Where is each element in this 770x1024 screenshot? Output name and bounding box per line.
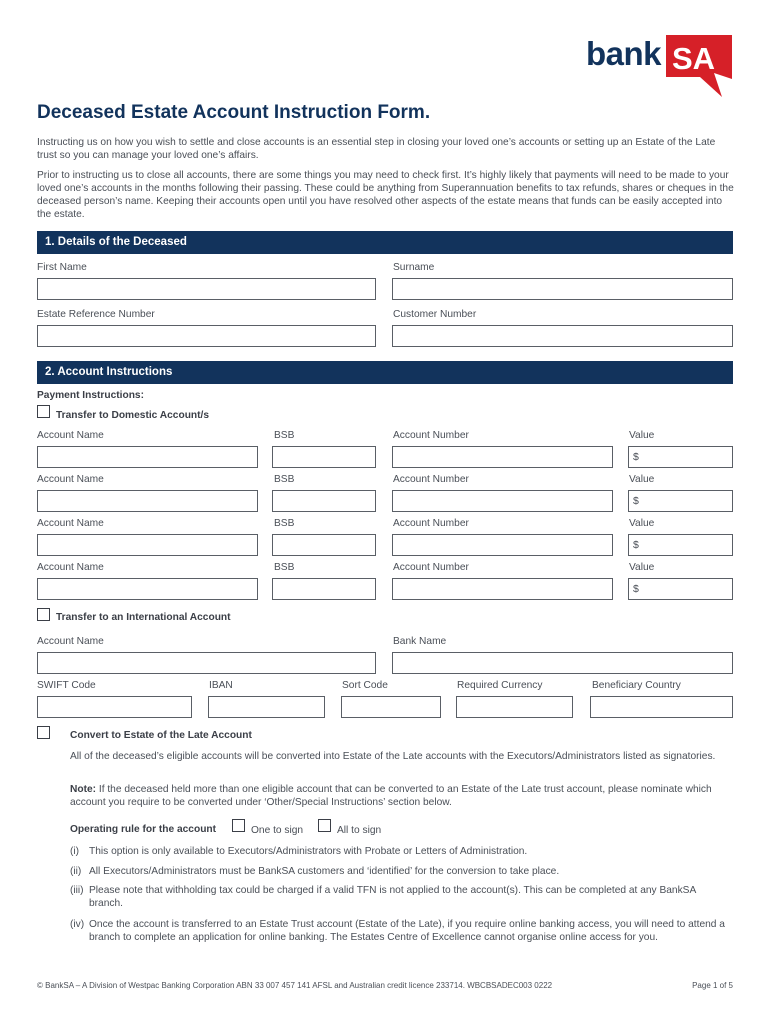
- account-number-label: Account Number: [393, 562, 469, 573]
- account-number-label: Account Number: [393, 518, 469, 529]
- list-item-number: (i): [70, 846, 80, 857]
- convert-estate-label: Convert to Estate of the Late Account: [70, 730, 252, 741]
- footer-legal: © BankSA – A Division of Westpac Banking Corporation ABN 33 007 457 141 AFSL and Australian credit licence 233714. WBCBSADEC003 0222: [37, 981, 553, 990]
- account-name-field[interactable]: [37, 446, 258, 468]
- first-name-label: First Name: [37, 262, 87, 273]
- one-to-sign-checkbox[interactable]: [232, 819, 245, 832]
- swift-code-label: SWIFT Code: [37, 680, 96, 691]
- bsb-label: BSB: [274, 430, 295, 441]
- bsb-label: BSB: [274, 518, 295, 529]
- value-field[interactable]: $: [628, 534, 733, 556]
- value-field[interactable]: $: [628, 490, 733, 512]
- account-name-field[interactable]: [37, 578, 258, 600]
- account-number-field[interactable]: [392, 534, 613, 556]
- swift-code-field[interactable]: [37, 696, 192, 718]
- value-field[interactable]: $: [628, 578, 733, 600]
- list-item-text: All Executors/Administrators must be BankSA customers and ‘identified’ for the conversion to take place.: [89, 866, 560, 877]
- section-2-header: 2. Account Instructions: [37, 361, 733, 384]
- domestic-transfer-label: Transfer to Domestic Account/s: [56, 410, 210, 421]
- required-currency-label: Required Currency: [457, 680, 543, 691]
- intl-account-name-field[interactable]: [37, 652, 376, 674]
- logo-text-bank: bank: [586, 35, 662, 72]
- value-label: Value: [629, 562, 655, 573]
- beneficiary-country-field[interactable]: [590, 696, 733, 718]
- account-number-field[interactable]: [392, 578, 613, 600]
- required-currency-field[interactable]: [456, 696, 573, 718]
- logo-text-sa: SA: [672, 41, 716, 76]
- bsb-field[interactable]: [272, 446, 376, 468]
- bsb-field[interactable]: [272, 534, 376, 556]
- operating-rule-label: Operating rule for the account: [70, 824, 217, 835]
- list-item-text: This option is only available to Executors/Administrators with Probate or Letters of Administration.: [89, 846, 528, 857]
- bsb-label: BSB: [274, 474, 295, 485]
- list-item-number: (iv): [70, 919, 85, 930]
- iban-label: IBAN: [209, 680, 233, 691]
- page-number: Page 1 of 5: [692, 981, 733, 990]
- sort-code-label: Sort Code: [342, 680, 388, 691]
- account-name-label: Account Name: [37, 474, 104, 485]
- surname-field[interactable]: [392, 278, 733, 300]
- international-transfer-label: Transfer to an International Account: [56, 612, 231, 623]
- convert-note: [70, 783, 736, 809]
- account-number-label: Account Number: [393, 430, 469, 441]
- bsb-field[interactable]: [272, 490, 376, 512]
- value-label: Value: [629, 430, 655, 441]
- list-item-text: Once the account is transferred to an Estate Trust account (Estate of the Late), if you require online banking access, you will need to attend a branch to complete an application for online banking. The Estates Centre of Excellence cannot organise online access for you.: [89, 919, 725, 943]
- account-name-field[interactable]: [37, 490, 258, 512]
- account-name-label: Account Name: [37, 518, 104, 529]
- note-label: Note:: [70, 784, 97, 795]
- iban-field[interactable]: [208, 696, 325, 718]
- note-text: If the deceased held more than one eligible account that can be converted to an Estate of the Late trust account, please nominate which account you require to be converted under ‘Other/Special Instructions’ section below.: [70, 784, 712, 808]
- list-item-number: (ii): [70, 866, 82, 877]
- estate-ref-field[interactable]: [37, 325, 376, 347]
- all-to-sign-label: All to sign: [337, 825, 382, 836]
- sort-code-field[interactable]: [341, 696, 441, 718]
- payment-instructions-label: Payment Instructions:: [37, 390, 144, 401]
- beneficiary-country-label: Beneficiary Country: [592, 680, 681, 691]
- intl-account-name-label: Account Name: [37, 636, 104, 647]
- logo-flag-icon: [664, 33, 734, 97]
- list-item-text: Please note that withholding tax could be charged if a valid TFN is not applied to the account(s). This can be completed at any BankSA branch.: [89, 885, 696, 909]
- account-number-field[interactable]: [392, 446, 613, 468]
- surname-label: Surname: [393, 262, 435, 273]
- account-name-field[interactable]: [37, 534, 258, 556]
- bsb-field[interactable]: [272, 578, 376, 600]
- account-name-label: Account Name: [37, 430, 104, 441]
- domestic-transfer-checkbox[interactable]: [37, 405, 50, 418]
- banksa-logo: [586, 33, 736, 97]
- convert-estate-checkbox[interactable]: [37, 726, 50, 739]
- customer-number-field[interactable]: [392, 325, 733, 347]
- list-item-number: (iii): [70, 885, 84, 896]
- estate-ref-label: Estate Reference Number: [37, 309, 155, 320]
- convert-description: All of the deceased’s eligible accounts will be converted into Estate of the Late accounts with the Executors/Administrators listed as signatories.: [70, 751, 716, 762]
- account-name-label: Account Name: [37, 562, 104, 573]
- account-number-field[interactable]: [392, 490, 613, 512]
- page-title: Deceased Estate Account Instruction Form.: [37, 102, 431, 123]
- intro-paragraph-2: Prior to instructing us to close all accounts, there are some things you may need to check first. It’s highly likely that payments will need to be made to your loved one’s accounts in the months following their passing. These could be anything from Superannuation benefits to tax refunds, shares or cheques in the deceased person’s name. Keeping their accounts open until you have resolved other aspects of the estate means that funds can be easily accepted into the estate.: [37, 170, 734, 220]
- bsb-label: BSB: [274, 562, 295, 573]
- value-field[interactable]: $: [628, 446, 733, 468]
- all-to-sign-checkbox[interactable]: [318, 819, 331, 832]
- first-name-field[interactable]: [37, 278, 376, 300]
- customer-number-label: Customer Number: [393, 309, 477, 320]
- international-transfer-checkbox[interactable]: [37, 608, 50, 621]
- one-to-sign-label: One to sign: [251, 825, 304, 836]
- value-label: Value: [629, 518, 655, 529]
- section-1-header: 1. Details of the Deceased: [37, 231, 733, 254]
- account-number-label: Account Number: [393, 474, 469, 485]
- bank-name-label: Bank Name: [393, 636, 447, 647]
- value-label: Value: [629, 474, 655, 485]
- intro-paragraph-1: Instructing us on how you wish to settle and close accounts is an essential step in closing your loved one’s accounts or setting up an Estate of the Late trust so you can manage your loved one’s affairs.: [37, 137, 716, 161]
- bank-name-field[interactable]: [392, 652, 733, 674]
